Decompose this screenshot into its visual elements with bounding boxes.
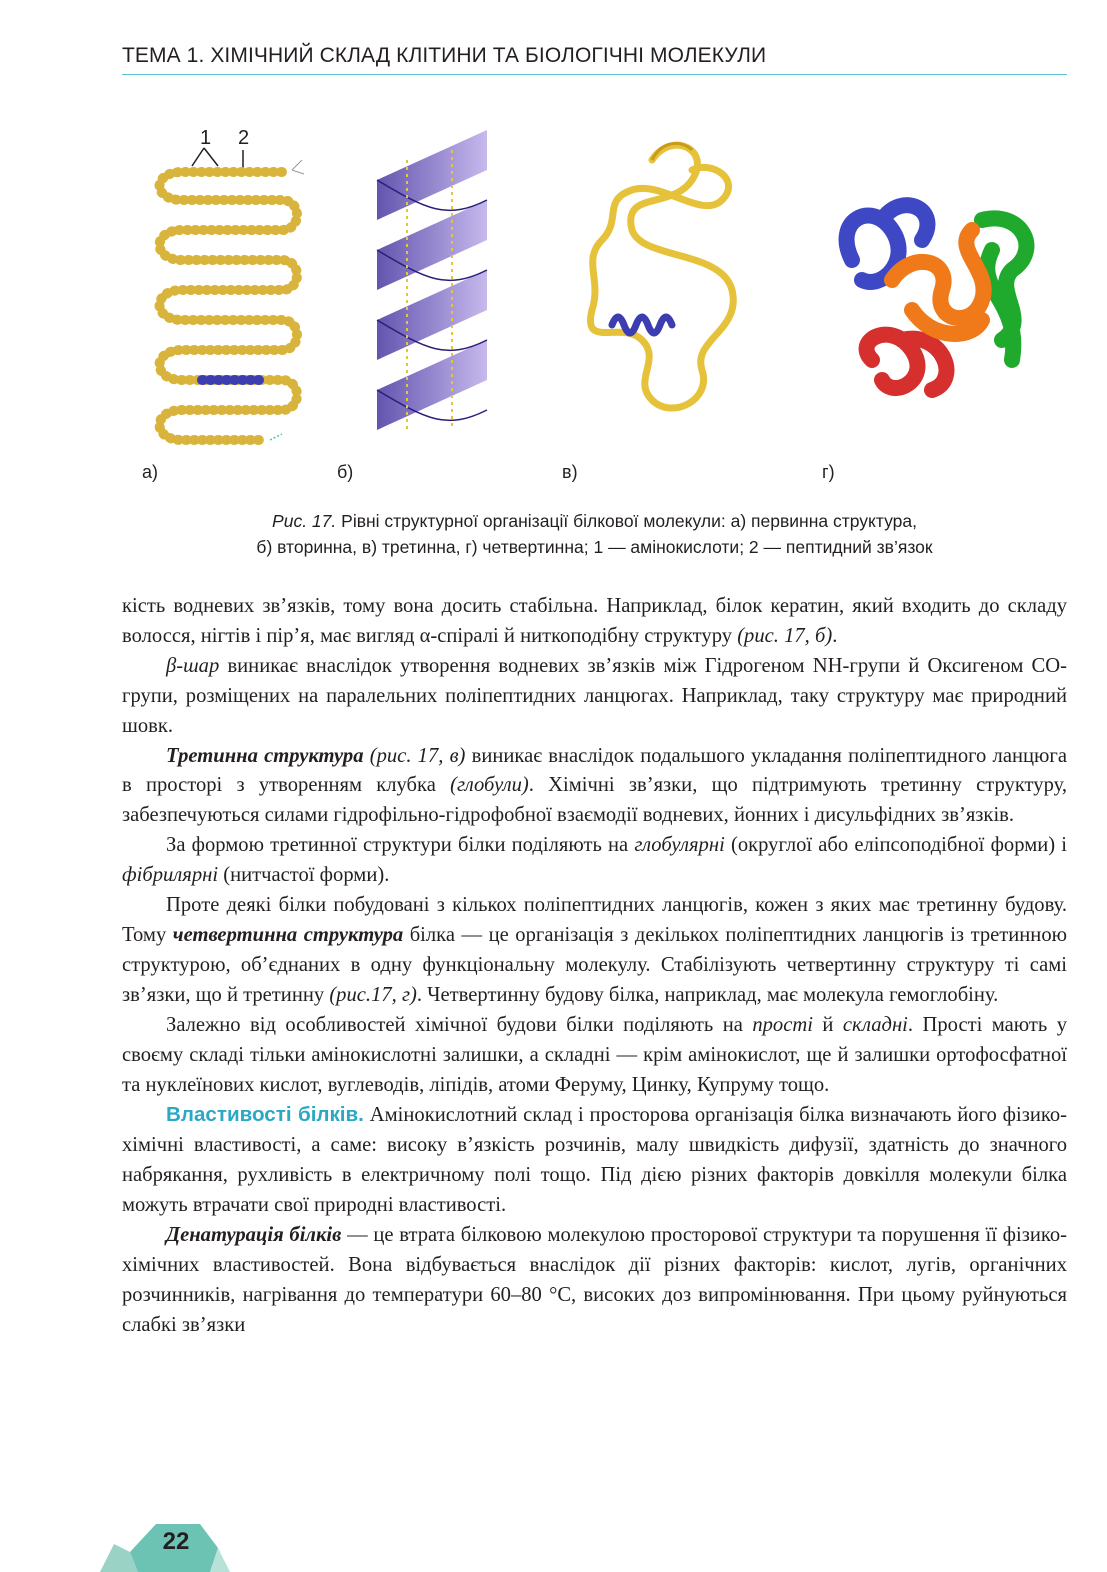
p3-globule: (глобули) — [450, 774, 529, 797]
figure-label-d: г) — [822, 462, 835, 482]
p1-figure-ref: (рис. 17, б) — [737, 624, 833, 647]
figure-label-b: б) — [337, 462, 354, 482]
p6-text-2: й — [812, 1013, 843, 1036]
p5-figure-ref: (рис.17, г) — [329, 983, 417, 1006]
caption-figure-ref: Рис. 17. — [272, 511, 337, 531]
p3-text: виникає внаслідок подальшого укладання поліпептидного ланцюга в просторі з утворенням клубка — [122, 744, 1067, 797]
tertiary-ribbon-illustration — [562, 100, 772, 460]
paragraph-8 — [122, 1221, 1067, 1341]
p6-complex: складні — [842, 1013, 908, 1036]
term-denaturation: Денатурація білків — [166, 1224, 342, 1247]
callout-2: 2 — [238, 127, 250, 149]
p5-text: Проте деякі білки побудовані з кількох поліпептидних ланцюгів, кожен з яких має третинну будову. Тому — [122, 894, 1067, 946]
alpha-helix-illustration — [337, 100, 527, 460]
page-header-title: ТЕМА 1. ХІМІЧНИЙ СКЛАД КЛІТИНИ ТА БІОЛОГІЧНІ МОЛЕКУЛИ — [122, 44, 767, 67]
quaternary-subunits-illustration — [822, 100, 1052, 460]
p2-text: виникає внаслідок утворення водневих зв’язків між Гідрогеном NH-групи й Оксигеном СО-групи, розміщених на паралельних поліпептидних ланцюгах. Наприклад, таку структуру має природний шовк. — [122, 654, 1067, 737]
p4-text-3: (нитчастої форми). — [218, 864, 390, 887]
p8-text: — це втрата білковою молекулою просторової структури та порушення її фізико-хімічних властивостей. Вона відбувається внаслідок дії різних факторів: кислот, лугів, органічних розчинників, нагрівання до температури 60–80 °С, високих доз випромінювання. При цьому руйнуються слабкі зв’язки — [122, 1224, 1067, 1336]
p6-text-3: . Прості мають у своєму складі тільки амінокислотні залишки, а складні — крім амінокислот, ще й залишки ортофосфатної та нуклеїнових кислот, вуглеводів, ліпідів, атоми Феруму, Цинку, Купруму тощо. — [122, 1013, 1067, 1096]
p1-end: . — [832, 624, 838, 647]
p5-text-3: . Четвертинну будову білка, наприклад, має молекула гемоглобіну. — [416, 983, 999, 1006]
paragraph-1 — [122, 592, 1067, 652]
p4-fibrillar: фібрилярні — [122, 864, 219, 887]
p3-text-2: . Хімічні зв’язки, що підтримують третинну структуру, забезпечуються силами гідрофільно-гідрофобної взаємодії водневих, йонних і дисульфідних зв’язків. — [122, 774, 1067, 827]
primary-structure-panel — [142, 100, 312, 482]
figure-label-a: а) — [142, 462, 159, 482]
paragraph-7 — [122, 1100, 1067, 1221]
secondary-structure-panel — [337, 100, 527, 482]
paragraph-6 — [122, 1011, 1067, 1101]
paragraph-2 — [122, 652, 1067, 742]
p6-simple: прості — [752, 1013, 813, 1036]
subunit-red — [867, 335, 947, 390]
p1-text: кість водневих зв’язків, тому вона досить стабільна. Наприклад, білок кератин, який входить до складу волосся, нігтів і пір’я, має вигляд α-спіралі й ниткоподібну структуру — [122, 595, 1067, 647]
figure-caption — [122, 508, 1067, 560]
paragraph-3 — [122, 742, 1067, 832]
amino-end — [270, 434, 282, 440]
p6-text: Залежно від особливостей хімічної будови білки поділяють на — [166, 1013, 753, 1036]
p4-text: За формою третинної структури білки поділяють на — [166, 834, 635, 857]
p3-figure-ref: (рис. 17, в) — [363, 744, 466, 767]
badge-facet-left — [100, 1544, 138, 1572]
quaternary-structure-panel — [822, 100, 1052, 482]
caption-line-1 — [122, 508, 1067, 534]
p4-text-2: (округлої або еліпсоподібної форми) і — [724, 834, 1067, 857]
term-tertiary-structure: Третинна структура — [166, 744, 364, 767]
figure-label-c: в) — [562, 462, 578, 482]
caption-line-2: б) вторинна, в) третинна, г) четвертинна; 1 — амінокислоти; 2 — пептидний зв’язок — [256, 537, 933, 557]
page-number: 22 — [162, 1528, 190, 1555]
p7-text: Амінокислотний склад і просторова організація білка визначають його фізико-хімічні властивості, а саме: високу в’язкість розчинів, малу швидкість дифузії, здатність до значного набрякання, рухливість в електричному полі тощо. Під дією різних факторів довкілля молекули білка можуть втрачати свої природні властивості. — [122, 1104, 1067, 1217]
callout-1-line — [192, 148, 218, 166]
term-beta-sheet: β-шар — [166, 654, 220, 677]
term-quaternary-structure: четвертинна структура — [172, 923, 404, 946]
primary-structure-illustration — [142, 100, 312, 460]
paragraph-4 — [122, 831, 1067, 891]
figure-17 — [122, 100, 1067, 500]
page-header — [122, 42, 1067, 75]
carboxyl-end — [292, 160, 304, 174]
amino-acid-bead-chain — [160, 172, 298, 440]
callout-1: 1 — [200, 127, 212, 149]
p4-globular: глобулярні — [634, 834, 725, 857]
caption-text-1: Рівні структурної організації білкової молекули: а) первинна структура, — [341, 511, 917, 531]
paragraph-5 — [122, 891, 1067, 1011]
section-heading-protein-properties: Властивості білків. — [166, 1103, 364, 1127]
body-text — [122, 592, 1067, 1341]
tertiary-structure-panel — [562, 100, 772, 482]
ribbon-chain — [590, 145, 733, 408]
p5-text-2: білка — це організація з декількох поліпептидних ланцюгів із третинною структурою, об’єднаних в одну функціональну молекулу. Стабілізують четвертинну структуру ті самі зв’язки, що й третинну — [122, 923, 1067, 1006]
